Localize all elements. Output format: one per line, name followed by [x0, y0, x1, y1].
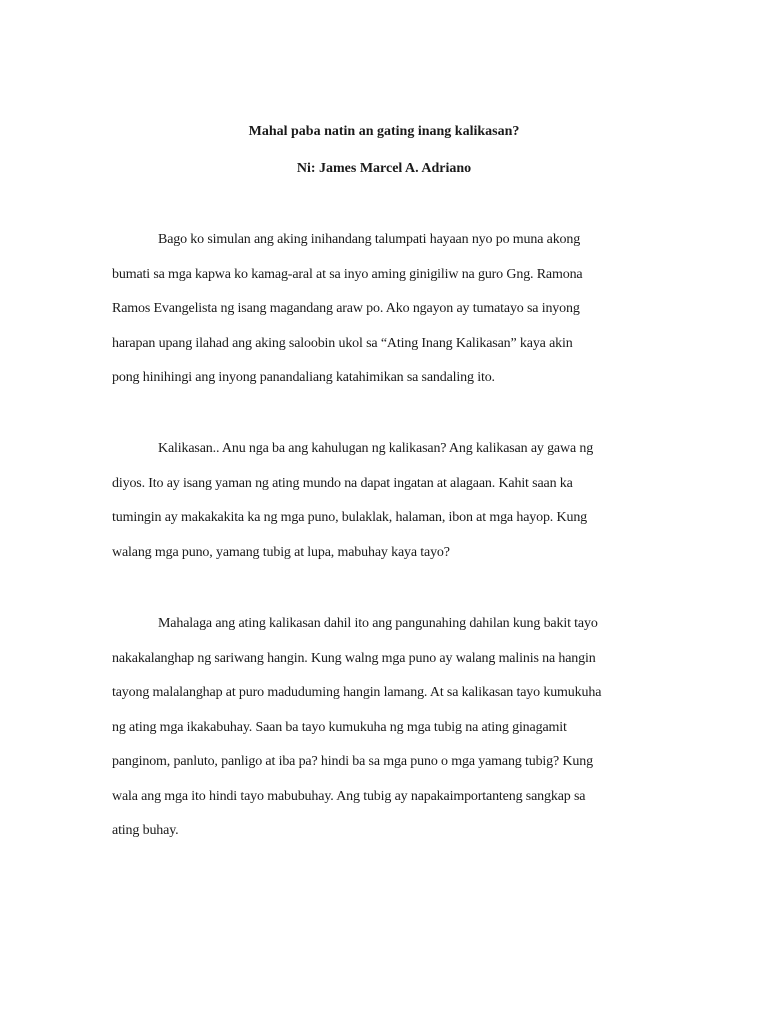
paragraph-line: panginom, panluto, panligo at iba pa? hindi ba sa mga puno o mga yamang tubig? Kung: [112, 754, 593, 769]
paragraph-line: pong hinihingi ang inyong panandaliang katahimikan sa sandaling ito.: [112, 370, 495, 385]
paragraph-line: Ramos Evangelista ng isang magandang araw po. Ako ngayon ay tumatayo sa inyong: [112, 301, 580, 316]
paragraph-line: wala ang mga ito hindi tayo mabubuhay. Ang tubig ay napakaimportanteng sangkap sa: [112, 788, 586, 804]
paragraph-line: bumati sa mga kapwa ko kamag-aral at sa inyo aming ginigiliw na guro Gng. Ramona: [112, 266, 583, 282]
paragraph-line: ating buhay.: [112, 823, 179, 838]
paragraph-line: diyos. Ito ay isang yaman ng ating mundo na dapat ingatan at alagaan. Kahit saan ka: [112, 475, 573, 491]
paragraph-line: ng ating mga ikakabuhay. Saan ba tayo kumukuha ng mga tubig na ating ginagamit: [112, 719, 567, 735]
document-author: Ni: James Marcel A. Adriano: [296, 161, 472, 176]
paragraph-line: Bago ko simulan ang aking inihandang talumpati hayaan nyo po muna akong: [158, 232, 581, 247]
paragraph-line: Kalikasan.. Anu nga ba ang kahulugan ng kalikasan? Ang kalikasan ay gawa ng: [158, 441, 594, 456]
paragraph-line: tumingin ay makakakita ka ng mga puno, bulaklak, halaman, ibon at mga hayop. Kung: [112, 510, 588, 525]
document-title: Mahal paba natin an gating inang kalikasan?: [248, 124, 520, 139]
paragraph-2: [112, 432, 662, 570]
paragraph-line: Mahalaga ang ating kalikasan dahil ito ang pangunahing dahilan kung bakit tayo: [158, 616, 598, 631]
paragraph-line: nakakalanghap ng sariwang hangin. Kung walng mga puno ay walang malinis na hangin: [112, 650, 596, 666]
paragraph-line: tayong malalanghap at puro maduduming hangin lamang. At sa kalikasan tayo kumukuha: [112, 685, 602, 700]
paragraph-3: [112, 607, 662, 849]
paragraph-line: harapan upang ilahad ang aking saloobin ukol sa “Ating Inang Kalikasan” kaya akin: [112, 335, 573, 351]
paragraph-line: walang mga puno, yamang tubig at lupa, mabuhay kaya tayo?: [112, 544, 450, 560]
paragraph-1: [112, 223, 662, 396]
